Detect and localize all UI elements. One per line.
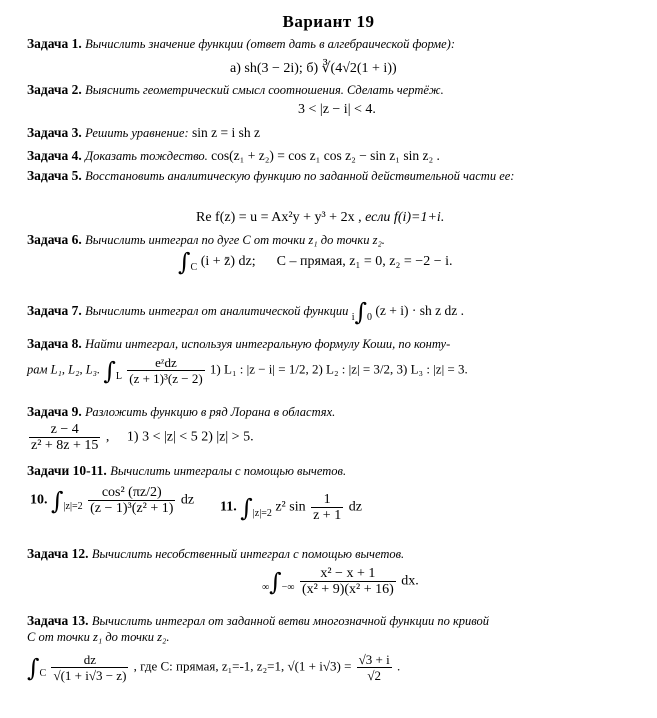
task-1 [27,36,642,52]
task-text: Решить уравнение: [85,126,189,140]
task-10-number: 10. [30,492,48,508]
denominator: (z + 1)³(z − 2) [129,371,203,386]
integral-sign: ∫C [178,248,198,276]
integral-lower-limit: L [115,370,122,382]
task-7 [27,300,642,324]
integral-sign: ∫|z|=2 [51,486,83,515]
task-6 [27,232,642,248]
task-10-formula [30,485,194,516]
task-7-formula: (z + i) · sh z dz . [375,303,464,319]
denominator: (x² + 9)(x² + 16) [301,582,394,597]
integral-lower-limit: 0 [367,312,372,323]
task-label: Задача 13. [27,613,89,628]
period: . [396,658,401,674]
task-label: Задача 12. [27,546,89,561]
task-12-formula [262,566,419,597]
task-label: Задача 4. [27,148,82,163]
integral-lower-limit: |z|=2 [252,507,272,519]
differential: dx. [401,573,419,589]
task-label: Задача 8. [27,336,82,351]
denominator: z² + 8z + 15 [31,438,99,453]
task-9 [27,404,642,420]
task-9-regions: 1) 3 < |z| < 5 2) |z| > 5. [126,429,254,445]
task-label: Задача 3. [27,125,82,140]
task-13 [27,613,642,645]
task-8 [27,336,642,352]
denominator: √(1 + i√3 − z) [53,668,127,683]
task-11-number: 11. [220,499,237,515]
task-5-condition: если f(i)=1+i. [365,210,445,225]
differential: dz [180,492,195,508]
task-4 [27,148,642,164]
task-text: Вычислить несобственный интеграл с помощью вычетов. [91,547,405,561]
integral-lower-limit: −∞ [281,581,295,593]
task-label: Задача 7. [27,303,82,319]
task-text: Выяснить геометрический смысл соотношения. Сделать чертёж. [85,83,444,97]
integral-upper-limit: ∞ [262,581,270,593]
task-12 [27,546,642,562]
task-label: Задача 5. [27,168,82,183]
task-6-conditions: C – прямая, z₁ = 0, z₂ = −2 − i. [276,254,453,270]
task-label: Задача 9. [27,404,82,419]
numerator: √3 + i [358,652,390,667]
page-title: Вариант 19 [282,12,375,31]
task-9-formula: $\frac{z - 4}{\text{z² + 8z + 15}}$ , 1) 3 < |z| < 5 2) |z| > 5. [31,422,254,453]
integrand: z² sin [275,499,306,515]
integral-sign: ∫|z|=2 [240,493,272,522]
task-text: Найти интеграл, используя интегральную формулу Коши, по конту- [85,337,451,351]
task-label: Задача 1. [27,36,82,51]
denominator: √2 [367,668,382,683]
numerator: cos² (πz/2) [88,485,175,501]
task-text: Доказать тождество. [85,149,208,163]
integral-sign: ∫L [103,356,122,385]
task-13-root-value: √(1 + i√3) = [287,658,352,674]
task-text: Вычислить интегралы с помощью вычетов. [110,464,347,478]
task-5-formula [196,210,444,226]
denominator: (z − 1)³(z² + 1) [90,501,174,516]
denominator: z + 1 [313,508,342,523]
task-label: Задача 2. [27,82,82,97]
integral-sign: ∫C [27,653,47,682]
differential: dz [348,499,362,515]
numerator: eᶻdz [127,355,204,371]
numerator: 1 [311,492,343,508]
task-3-formula: sin z = i sh z [192,125,260,140]
task-10-fraction [88,485,175,516]
task-text: Вычислить интеграл от аналитической функции [85,304,349,319]
task-text: Вычислить интеграл по дуге C от точки z₁ до точки z₂. [85,233,385,247]
task-4-formula: cos(z₁ + z₂) = cos z₁ cos z₂ − sin z₁ sin z₂ . [211,148,440,163]
task-13-formula [27,652,400,683]
task-8-fraction [127,355,204,386]
integral-lower-limit: |z|=2 [63,500,83,512]
task-text: Восстановить аналитическую функцию по заданной действительной части ее: [85,169,515,183]
task-11-formula [220,492,362,523]
task-10-11 [27,463,642,479]
task-1-formula: а) sh(3 − 2i); б) ∛(4√2(1 + i)) [230,61,397,76]
task-13-conditions: , где C: прямая, z₁=-1, z₂=1, [133,658,285,674]
task-2 [27,82,642,98]
task-3 [27,125,642,141]
task-8-contours: 1) L₁ : |z − i| = 1/2, 2) L₂ : |z| = 3/2, 3) L₃ : |z| = 3. [209,361,468,377]
numerator: z − 4 [29,422,100,438]
integral-lower-limit: C [190,262,198,273]
task-11-fraction [311,492,343,523]
task-5-formula-main: Re f(z) = u = Ax²y + y³ + 2x , [196,210,362,225]
task-8-formula [27,355,468,386]
task-6-formula [178,250,452,274]
task-text-continued: C от точки z₁ до точки z₂. [27,630,170,644]
task-text-continued: рам L₁, L₂, L₃. [27,362,101,377]
task-text: Разложить функцию в ряд Лорана в областях. [85,405,336,419]
task-12-fraction [300,566,396,597]
task-13-result-fraction [357,652,392,683]
task-label: Задача 6. [27,232,82,247]
integral-lower-limit: C [39,667,47,679]
numerator: dz [51,652,128,668]
task-text: Вычислить интеграл от заданной ветви многозначной функции по кривой [91,614,490,628]
task-5 [27,168,642,184]
numerator: x² − x + 1 [300,566,396,582]
task-2-formula: 3 < |z − i| < 4. [298,102,376,117]
integral-sign: i∫0 [351,298,372,326]
task-label: Задачи 10-11. [27,463,107,478]
integral-sign: ∞∫−∞ [262,567,295,596]
task-13-fraction [51,652,128,683]
task-text: Вычислить значение функции (ответ дать в алгебраической форме): [85,37,455,51]
integral-upper-limit: i [351,312,355,323]
task-9-fraction [29,422,100,453]
task-6-integrand: (i + z̄) dz; [200,254,256,270]
